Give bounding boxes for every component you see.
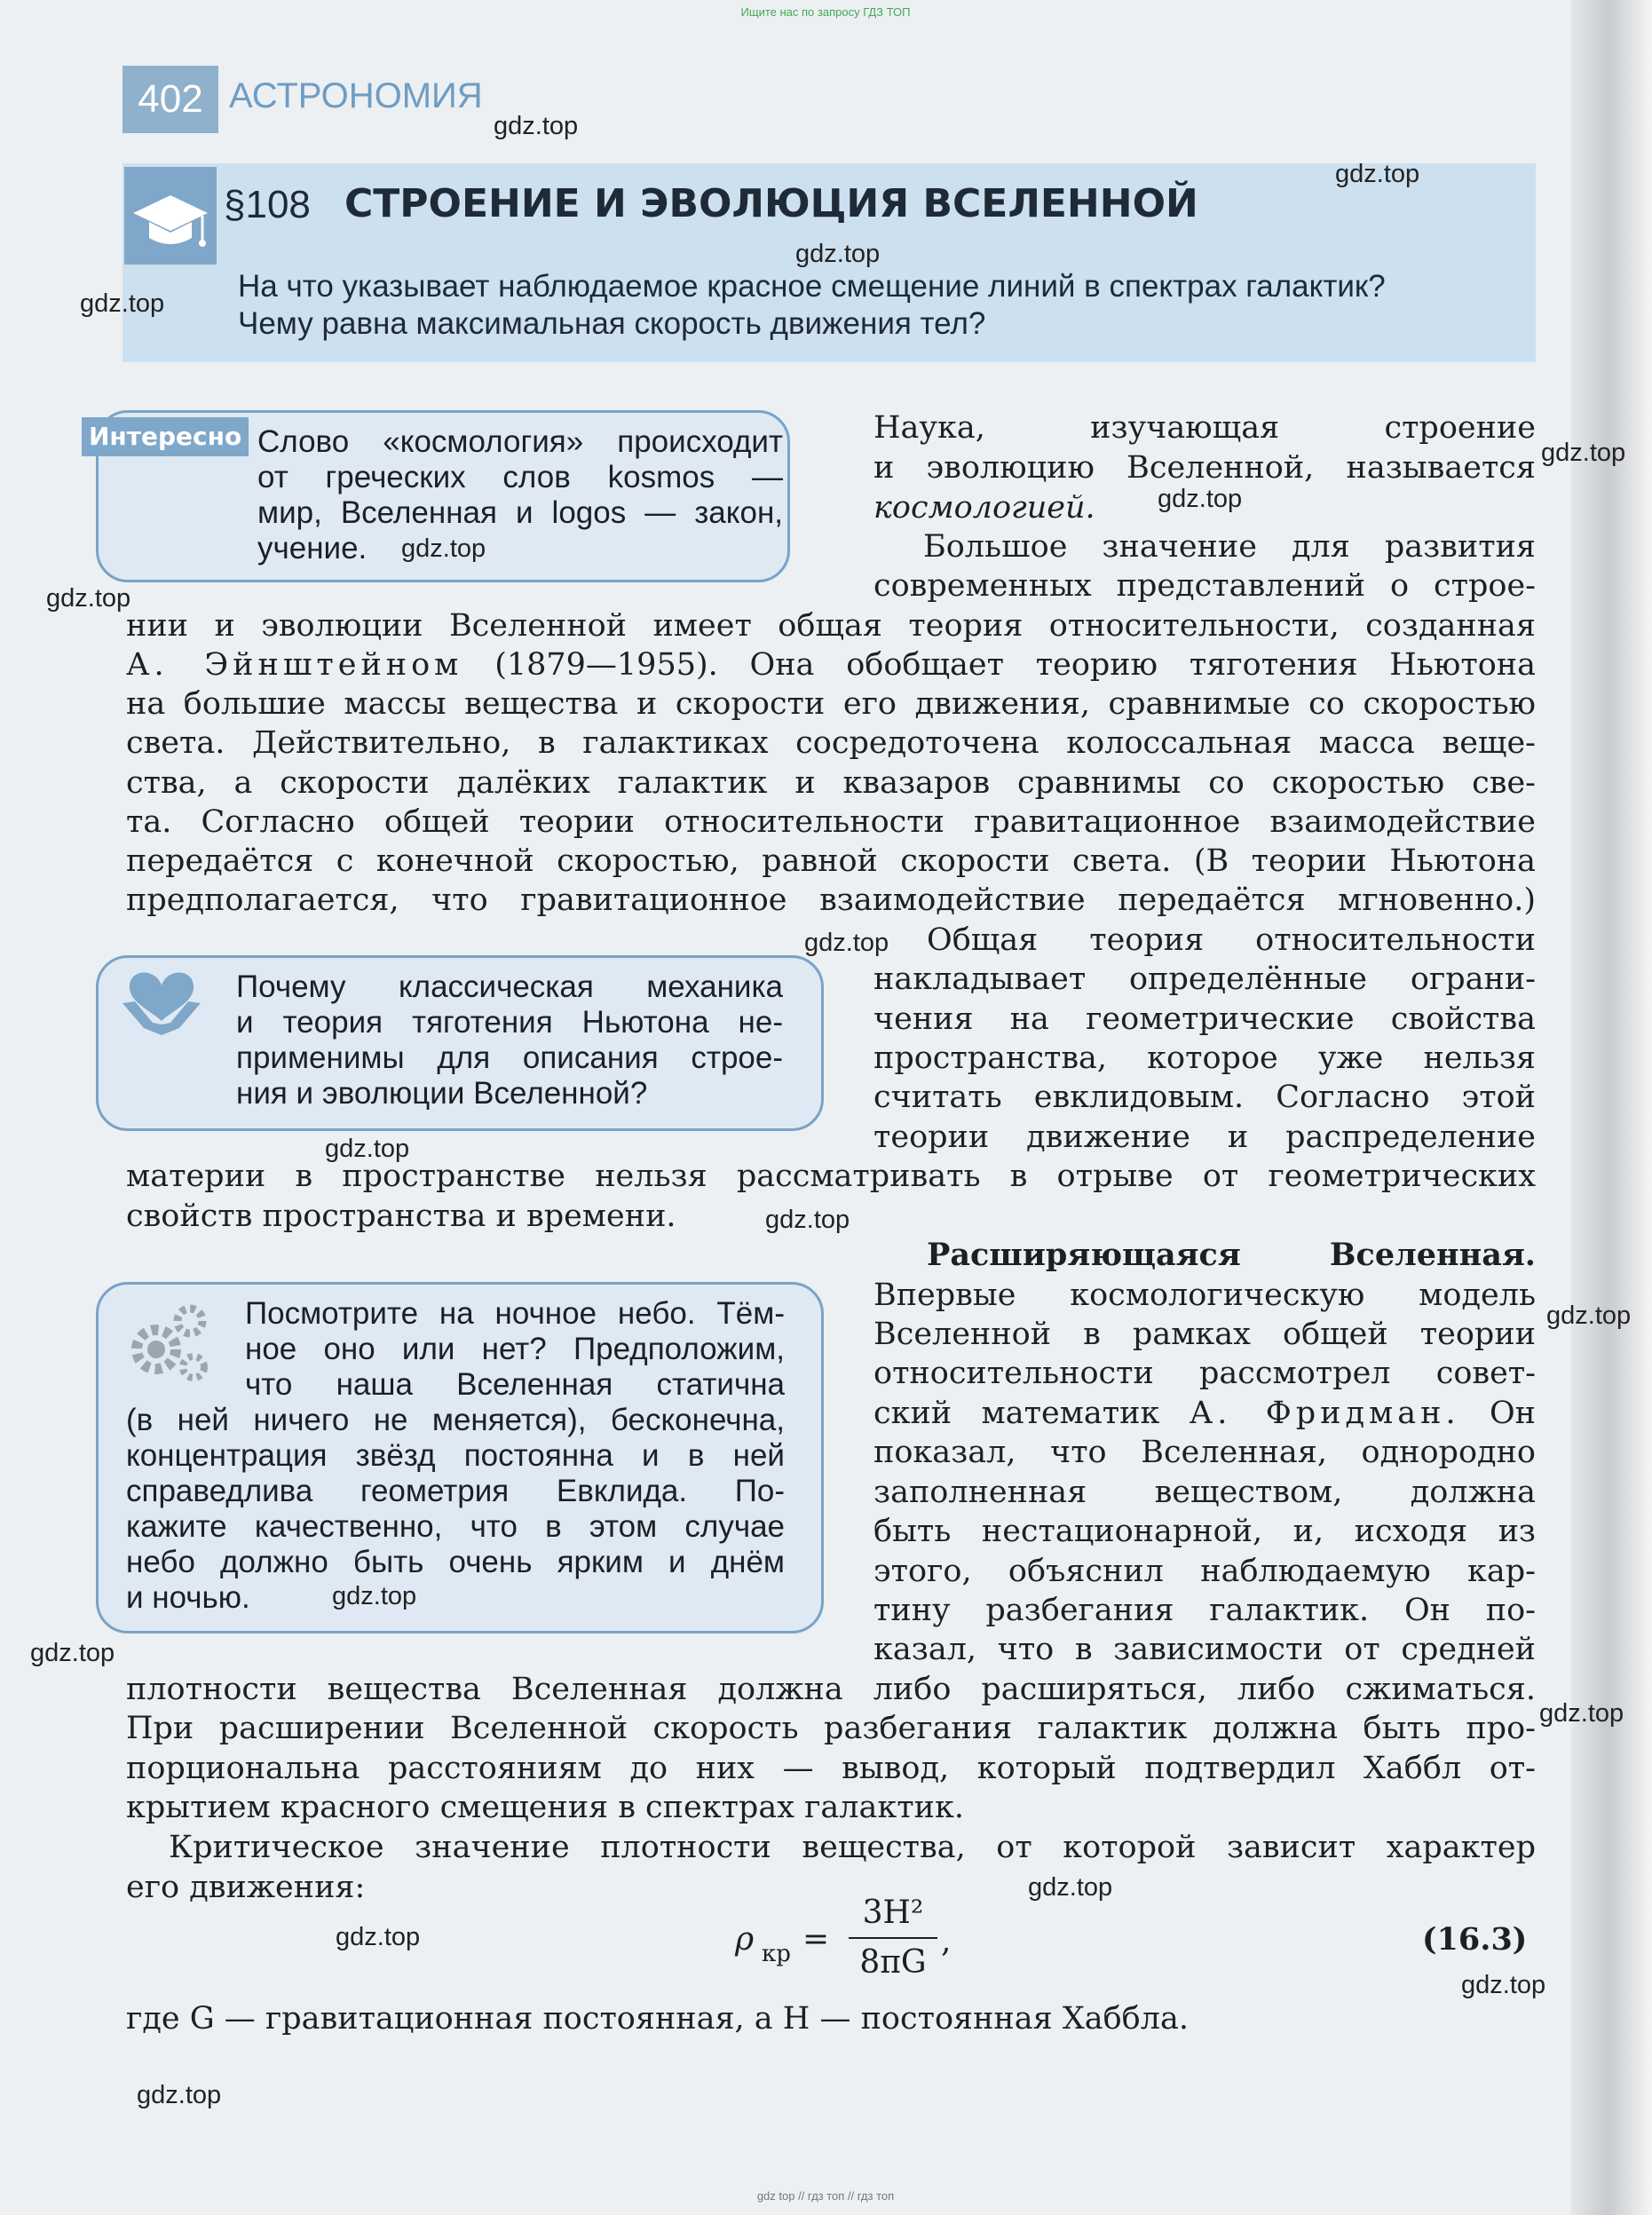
task-line: и ночью. [126, 1580, 250, 1615]
body-line [873, 1394, 1536, 1433]
question-line: и теория тяготения Ньютона не- [236, 1005, 783, 1040]
body-line: накладывает определённые ограни- [873, 961, 1536, 997]
watermark: gdz.top [1158, 485, 1243, 513]
body-line: где G — гравитационная постоянная, а H — постоянная Хаббла. [126, 2001, 1189, 2037]
paragraph-number: §108 [224, 183, 311, 226]
page-number: 402 [123, 66, 218, 133]
intro-questions [238, 268, 1507, 343]
question-line: На что указывает наблюдаемое красное смещение линий в спектрах галактик? [238, 269, 1386, 304]
body-line: та. Согласно общей теории относительности гравитационное взаимодействие [126, 804, 1536, 840]
body-line: чения на геометрические свойства [873, 1001, 1536, 1037]
page-edge-shadow [1571, 0, 1652, 2215]
watermark: gdz.top [494, 112, 579, 140]
task-line: концентрация звёзд постоянна и в ней [126, 1438, 785, 1473]
watermark: gdz.top [1461, 1971, 1546, 1999]
body-line [126, 645, 1536, 684]
body-line: и эволюцию Вселенной, называется [873, 450, 1536, 486]
watermark: gdz.top [765, 1206, 850, 1234]
formula-comma: , [941, 1923, 952, 1959]
task-line: Посмотрите на ночное небо. Тём- [245, 1296, 785, 1331]
body-line: крытием красного смещения в спектрах галактик. [126, 1790, 964, 1825]
body-line: ства, а скорости далёких галактик и квазаров сравнимы со скоростью све- [126, 765, 1536, 801]
interesting-line: мир, Вселенная и logos — закон, [257, 495, 783, 530]
top-note: Ищите нас по запросу ГДЗ ТОП [740, 5, 911, 19]
question-line: Почему классическая механика [236, 969, 783, 1004]
body-line: Большое значение для развития [923, 529, 1536, 565]
question-line: ния и эволюции Вселенной? [236, 1076, 648, 1111]
interesting-badge: Интересно [82, 417, 249, 456]
body-line: на большие массы вещества и скорости его движения, сравнимые со скоростью [126, 686, 1536, 722]
body-line: света. Действительно, в галактиках сосредоточена колоссальная масса веще- [126, 725, 1536, 761]
watermark: gdz.top [1539, 1699, 1624, 1728]
question-line: Чему равна максимальная скорость движения тел? [238, 306, 986, 341]
body-line: пространства, которое уже нельзя [873, 1040, 1536, 1076]
interesting-line: от греческих слов kosmos — [257, 460, 783, 494]
formula-rho: ρ [735, 1921, 755, 1958]
watermark: gdz.top [804, 929, 889, 957]
subheading-word: Вселенная. [1329, 1237, 1536, 1273]
body-line: При расширении Вселенной скорость разбегания галактик должна быть про- [126, 1711, 1536, 1746]
gears-icon [121, 1294, 218, 1392]
heart-hands-icon [117, 959, 206, 1042]
watermark: gdz.top [401, 534, 486, 563]
watermark: gdz.top [1335, 160, 1420, 188]
bottom-note: gdz top // гдз топ // гдз топ [756, 2189, 895, 2203]
question-line: применимы для описания строе- [236, 1040, 783, 1075]
watermark: gdz.top [336, 1923, 421, 1951]
body-line: свойств пространства и времени. [126, 1198, 676, 1234]
subheading-word: Расширяющаяся [927, 1237, 1241, 1273]
body-line-head: ский математик [873, 1396, 1160, 1431]
equation-number: (16.3) [1422, 1921, 1528, 1958]
task-line: кажите качественно, что в этом случае [126, 1509, 785, 1544]
body-line: показал, что Вселенная, однородно [873, 1435, 1536, 1470]
body-line: считать евклидовым. Согласно этой [873, 1080, 1536, 1115]
body-line-tail: Он [1489, 1396, 1536, 1431]
body-line: Общая теория относительности [927, 922, 1536, 958]
formula-denominator: 8πG [859, 1944, 927, 1981]
watermark: gdz.top [325, 1135, 410, 1163]
graduation-cap-icon [124, 167, 217, 265]
body-line: теории движение и распределение [873, 1119, 1536, 1155]
body-line: Впервые космологическую модель [873, 1278, 1536, 1313]
body-line: Критическое значение плотности вещества, от которой зависит характер [169, 1830, 1536, 1865]
body-line: заполненная веществом, должна [873, 1475, 1536, 1510]
watermark: gdz.top [1541, 439, 1626, 467]
section-title: АСТРОНОМИЯ [229, 76, 483, 115]
task-line: что наша Вселенная статична [245, 1367, 785, 1402]
body-line: плотности вещества Вселенная должна либо расширяться, либо сжиматься. [126, 1672, 1536, 1707]
fraction-bar [849, 1937, 937, 1939]
watermark: gdz.top [1028, 1873, 1113, 1902]
watermark: gdz.top [332, 1582, 417, 1610]
body-line: передаётся с конечной скоростью, равной скорости света. (В теории Ньютона [126, 843, 1536, 879]
interesting-line: учение. [257, 531, 368, 566]
watermark: gdz.top [795, 240, 881, 268]
body-line: предполагается, что гравитационное взаимодействие передаётся мгновенно.) [126, 882, 1536, 918]
task-line: ное оно или нет? Предположим, [245, 1332, 785, 1366]
body-line: относительности рассмотрел совет- [873, 1356, 1536, 1391]
term-kosmologiya: космологией. [873, 490, 1095, 526]
body-line: современных представлений о строе- [873, 568, 1536, 604]
body-line: нии и эволюции Вселенной имеет общая теория относительности, созданная [126, 608, 1536, 644]
task-line: справедлива геометрия Евклида. По- [126, 1474, 785, 1508]
watermark: gdz.top [30, 1639, 115, 1667]
formula-subscript: кр [762, 1941, 791, 1967]
body-line: этого, объяснил наблюдаемую кар- [873, 1554, 1536, 1589]
watermark: gdz.top [1546, 1301, 1632, 1330]
body-line-tail: (1879—1955). Она обобщает теорию тяготения Ньютона [494, 647, 1536, 683]
formula-numerator: 3H² [862, 1895, 924, 1931]
body-line: Наука, изучающая строение [873, 410, 1536, 446]
body-line: быть нестационарной, и, исходя из [873, 1514, 1536, 1549]
task-line: (в ней ничего не меняется), бесконечна, [126, 1403, 785, 1437]
paragraph-title: СТРОЕНИЕ И ЭВОЛЮЦИЯ ВСЕЛЕННОЙ [344, 181, 1198, 226]
watermark: gdz.top [137, 2081, 222, 2109]
body-line: тину разбегания галактик. Он по- [873, 1593, 1536, 1628]
watermark: gdz.top [80, 289, 165, 318]
body-line: казал, что в зависимости от средней [873, 1632, 1536, 1667]
formula-equals: = [802, 1921, 830, 1958]
task-line: небо должно быть очень ярким и днём [126, 1545, 785, 1579]
subheading-expanding-universe [927, 1236, 1536, 1275]
body-line: Вселенной в рамках общей теории [873, 1317, 1536, 1352]
person-einstein: А. Эйнштейном [126, 647, 463, 683]
body-line: его движения: [126, 1870, 366, 1905]
watermark: gdz.top [46, 584, 131, 613]
interesting-line: Слово «космология» происходит [257, 424, 783, 459]
person-friedman: А. Фридман. [1189, 1396, 1460, 1431]
body-line: порциональна расстояниям до них — вывод, который подтвердил Хаббл от- [126, 1751, 1536, 1786]
body-line: материи в пространстве нельзя рассматривать в отрыве от геометрических [126, 1159, 1536, 1194]
